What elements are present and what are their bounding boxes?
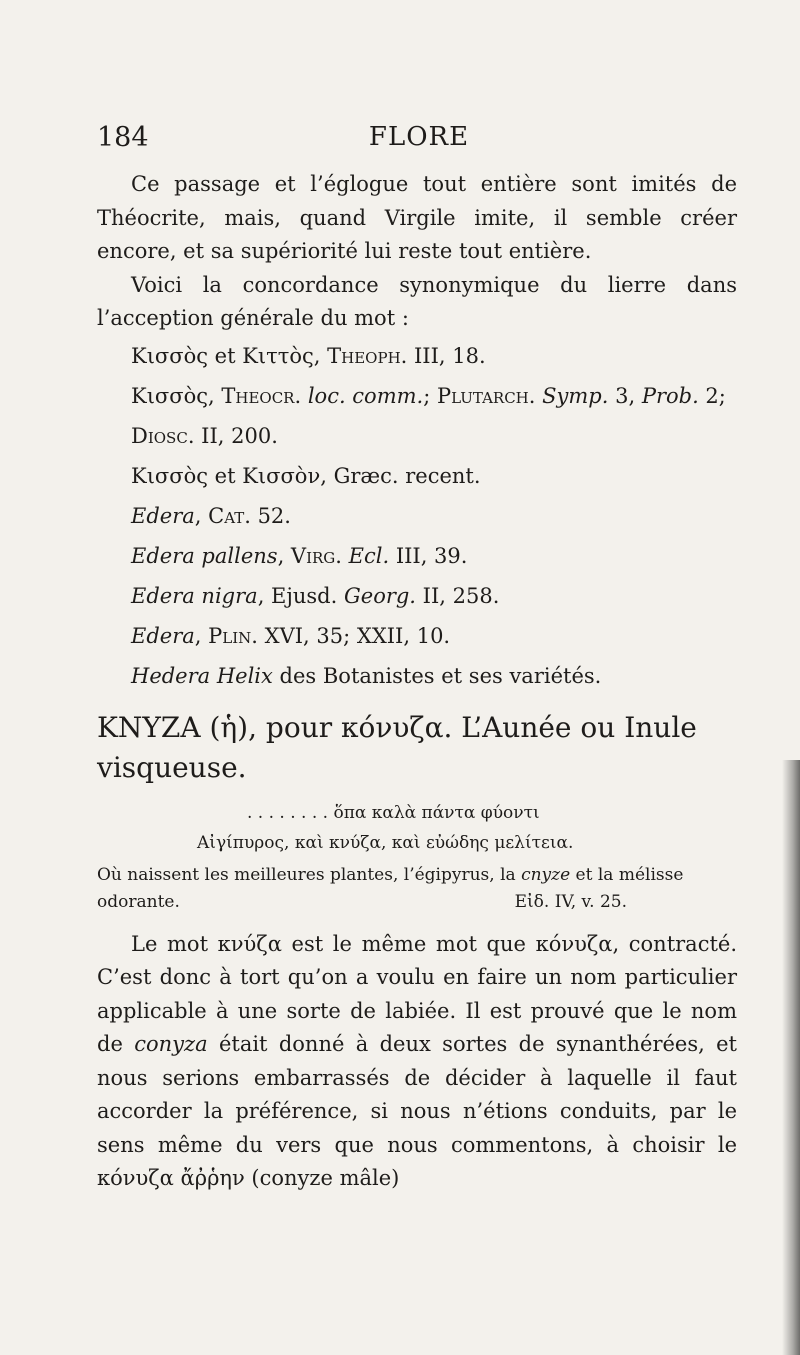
concordance-line: Edera, Cat. 52. xyxy=(131,503,291,528)
greek-quote xyxy=(97,798,737,858)
translation-reference: Εἰδ. IV, v. 25. xyxy=(514,891,627,912)
page-header xyxy=(97,122,737,158)
concordance-line: Edera nigra, Ejusd. Georg. II, 258. xyxy=(131,583,500,608)
translation: Où naissent les meilleures plantes, l’égipyrus, la cnyze et la mélisse odorante. Εἰδ. IV, v. 25. xyxy=(97,862,737,916)
page-number: 184 xyxy=(97,122,149,153)
page-edge-shadow xyxy=(782,760,800,1355)
quote-line-2: Αἰγίπυρος, καὶ κνύζα, καὶ εὐώδης μελίτεια. xyxy=(197,832,574,853)
paragraph-intro-2: Voici la concordance synonymique du lierre dans l’acception générale du mot : xyxy=(97,272,737,330)
paragraph-intro-1: Ce passage et l’églogue tout entière sont imités de Théocrite, mais, quand Virgile imite, il semble créer encore, et sa supériorité lui reste tout entière. xyxy=(97,172,737,263)
concordance-list xyxy=(97,336,737,696)
concordance-line: Edera pallens, Virg. Ecl. III, 39. xyxy=(131,543,468,568)
page-body xyxy=(97,168,737,1196)
concordance-line: Edera, Plin. XVI, 35; XXII, 10. xyxy=(131,623,451,648)
paragraph-commentary: Le mot κνύζα est le même mot que κόνυζα, contracté. C’est donc à tort qu’on a voulu en faire un nom particulier applicable à une sorte de labiée. Il est prouvé que le nom de conyza était donné à deux sortes de synanthérées, et nous serions embarrassés de décider à laquelle il faut accorder la préférence, si nous n’étions conduits, par le sens même du vers que nous commentons, à choisir le κόνυζα ἄῤῥην (conyze mâle) xyxy=(97,931,737,1190)
concordance-line: Κισσὸς et Κισσὸν, Græc. recent. xyxy=(131,463,481,488)
concordance-line: Hedera Helix des Botanistes et ses variétés. xyxy=(131,663,602,688)
entry-heading: ΚΝΥΖΑ (ἡ), pour κόνυζα. L’Aunée ou Inule visqueuse. xyxy=(97,710,697,784)
running-title: FLORE xyxy=(368,122,470,152)
concordance-line: Κισσὸς et Κιττὸς, Theoph. III, 18. xyxy=(131,343,486,368)
concordance-line: Κισσὸς, Theocr. loc. comm.; Plutarch. Symp. 3, Prob. 2; Diosc. II, 200. xyxy=(131,383,726,448)
quote-line-1: . . . . . . . . ὅπα καλὰ πάντα φύοντι xyxy=(247,802,540,823)
